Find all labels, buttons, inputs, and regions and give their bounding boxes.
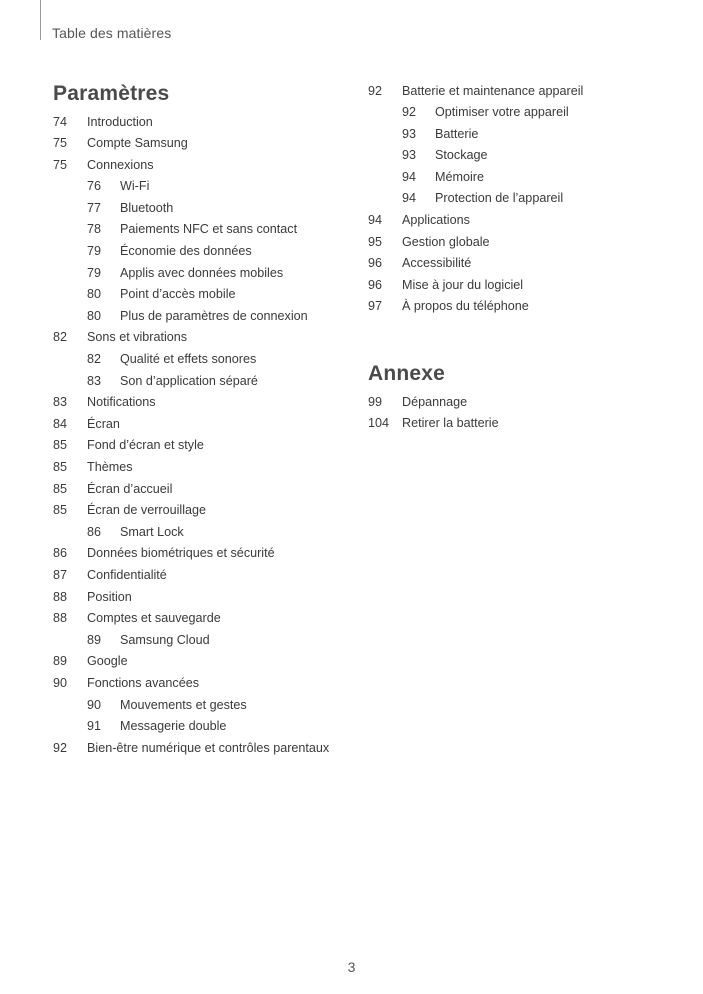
toc-page-number: 89 xyxy=(53,654,68,669)
toc-entry-title: Fonctions avancées xyxy=(87,675,200,690)
toc-page-number: 92 xyxy=(53,740,68,755)
toc-entry-title: Protection de l’appareil xyxy=(435,191,564,206)
toc-entry-title: À propos du téléphone xyxy=(402,299,529,314)
toc-page-number: 93 xyxy=(402,148,417,163)
toc-entry-title: Applications xyxy=(402,213,470,228)
toc-entry-title: Plus de paramètres de connexion xyxy=(120,308,308,323)
toc-entry-title: Batterie et maintenance appareil xyxy=(402,83,584,98)
toc-entry-title: Confidentialité xyxy=(87,567,167,582)
toc-entry-title: Paiements NFC et sans contact xyxy=(120,222,298,237)
toc-page-number: 92 xyxy=(402,105,417,120)
toc-entry-title: Notifications xyxy=(87,395,156,410)
toc-page-number: 92 xyxy=(368,83,383,98)
toc-page-number: 104 xyxy=(368,416,390,431)
header-rule xyxy=(40,0,41,40)
section-title-parametres: Paramètres xyxy=(53,82,170,105)
toc-entry-title: Retirer la batterie xyxy=(402,416,499,431)
toc-entry-title: Wi-Fi xyxy=(120,179,150,194)
toc-entry-title: Mise à jour du logiciel xyxy=(402,277,524,292)
toc-entry-title: Qualité et effets sonores xyxy=(120,352,257,367)
toc-page-number: 85 xyxy=(53,438,68,453)
section-title-annexe: Annexe xyxy=(368,362,446,385)
toc-entry-title: Applis avec données mobiles xyxy=(120,265,284,280)
toc-entry-title: Gestion globale xyxy=(402,234,490,249)
toc-page-number: 80 xyxy=(87,287,102,302)
toc-page-number: 95 xyxy=(368,234,383,249)
toc-page-number: 96 xyxy=(368,277,383,292)
page-number: 3 xyxy=(347,959,356,975)
toc-entry-title: Économie des données xyxy=(120,244,252,259)
toc-page-number: 96 xyxy=(368,256,383,271)
toc-page-number: 85 xyxy=(53,481,68,496)
toc-entry-title: Écran de verrouillage xyxy=(87,503,207,518)
toc-page-number: 99 xyxy=(368,394,383,409)
toc-page-number: 97 xyxy=(368,299,383,314)
toc-entry-title: Stockage xyxy=(435,148,488,163)
toc-entry-title: Point d’accès mobile xyxy=(120,287,236,302)
toc-page-number: 94 xyxy=(402,169,417,184)
toc-page-number: 85 xyxy=(53,503,68,518)
toc-page-number: 93 xyxy=(402,126,417,141)
toc-entry-title: Compte Samsung xyxy=(87,136,188,151)
toc-page-number: 74 xyxy=(53,114,68,129)
toc-entry-title: Connexions xyxy=(87,157,154,172)
toc-entry-title: Sons et vibrations xyxy=(87,330,188,345)
toc-page-number: 80 xyxy=(87,308,102,323)
toc-page-number: 79 xyxy=(87,244,102,259)
toc-entry-title: Introduction xyxy=(87,114,153,129)
toc-entry-title: Thèmes xyxy=(87,460,133,474)
toc-page-number: 84 xyxy=(53,416,68,431)
toc-entry-title: Son d’application séparé xyxy=(120,373,258,388)
toc-page-number: 90 xyxy=(53,675,68,690)
toc-page-number: 82 xyxy=(87,352,102,367)
toc-page-number: 79 xyxy=(87,265,102,280)
toc-page-number: 88 xyxy=(53,611,68,626)
toc-entry-title: Comptes et sauvegarde xyxy=(87,611,221,626)
toc-page-number: 87 xyxy=(53,567,68,582)
toc-entry-title: Mémoire xyxy=(435,169,484,184)
toc-page-number: 88 xyxy=(53,589,68,604)
toc-page-number: 75 xyxy=(53,136,68,151)
toc-entry-title: Bien-être numérique et contrôles parentaux xyxy=(87,740,330,755)
toc-page-number: 85 xyxy=(53,460,68,474)
toc-page-number: 83 xyxy=(53,395,68,410)
toc-entry-title: Google xyxy=(87,654,128,669)
toc-entry-title: Mouvements et gestes xyxy=(120,697,247,712)
toc-page-number: 82 xyxy=(53,330,68,345)
toc-page-number: 86 xyxy=(87,524,102,539)
toc-page-number: 94 xyxy=(402,191,417,206)
toc-entry-title: Bluetooth xyxy=(120,200,174,215)
toc-entry-title: Écran xyxy=(87,416,120,431)
toc-page-number: 83 xyxy=(87,373,102,388)
toc-entry-title: Smart Lock xyxy=(120,524,184,539)
toc-entry-title: Données biométriques et sécurité xyxy=(87,546,275,561)
toc-page-number: 76 xyxy=(87,179,102,194)
toc-entry-title: Accessibilité xyxy=(402,256,472,271)
toc-entry-title: Écran d’accueil xyxy=(87,481,173,496)
toc-entry-title: Optimiser votre appareil xyxy=(435,105,569,120)
toc-page-number: 78 xyxy=(87,222,102,237)
toc-entry-title: Fond d’écran et style xyxy=(87,438,204,453)
toc-entry-title: Samsung Cloud xyxy=(120,632,210,647)
toc-page-number: 86 xyxy=(53,546,68,561)
toc-entry-title: Messagerie double xyxy=(120,719,227,734)
toc-page-number: 91 xyxy=(87,719,102,734)
toc-entry-title: Batterie xyxy=(435,126,479,141)
toc-entry-title: Dépannage xyxy=(402,394,468,409)
header-title: Table des matières xyxy=(52,25,172,41)
toc-page-number: 94 xyxy=(368,213,383,228)
toc-entry-title: Position xyxy=(87,589,132,604)
toc-page-number: 75 xyxy=(53,157,68,172)
toc-page-number: 77 xyxy=(87,200,102,215)
toc-page-number: 89 xyxy=(87,632,102,647)
toc-page-number: 90 xyxy=(87,697,102,712)
